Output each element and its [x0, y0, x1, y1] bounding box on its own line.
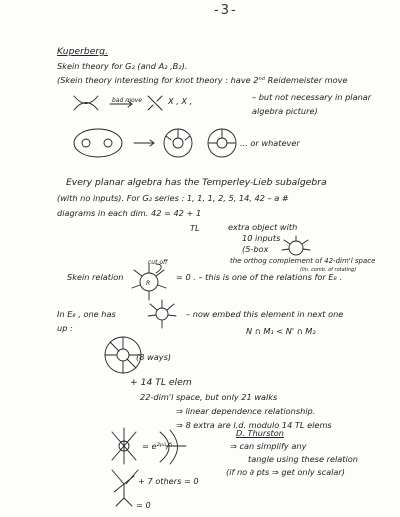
e8-element-diagram: [144, 300, 180, 328]
d-thurston-label: D. Thurston: [236, 428, 284, 438]
skein-relation-label: Skein relation: [67, 272, 124, 282]
eight-ways-label: (8 ways): [136, 352, 172, 362]
note-line: – but not necessary in planar: [252, 92, 372, 102]
note-line: tangle using these relation: [248, 454, 358, 464]
or-whatever-text: ... or whatever: [240, 138, 300, 148]
note-line: ⇒ 8 extra are l.d. modulo 14 TL elems: [176, 420, 332, 430]
note-line: ⇒ linear dependence relationship.: [176, 406, 316, 416]
note-line: extra object with: [228, 222, 298, 232]
note-line: up :: [57, 323, 73, 333]
note-line: Skein theory for G₂ (and A₂ ,B₂).: [57, 61, 188, 71]
note-line: Every planar algebra has the Temperley-Lieb subalgebra: [66, 177, 327, 188]
note-line: algebra picture): [252, 106, 318, 116]
note-line: (lin. comb. of rotating): [300, 267, 357, 273]
skein-relation-diagram: [126, 262, 172, 302]
note-line: the orthog complement of 42-dim'l space: [230, 257, 376, 265]
inclusion-statement: N ∩ M₁ < N' ∩ M₂: [246, 326, 316, 336]
note-line: – now embed this element in next one: [186, 309, 344, 319]
note-line: + 14 TL elem: [130, 377, 192, 388]
phase-equation: = e²ᵖⁱⁱ/⁵: [142, 441, 173, 451]
tl-label: TL: [190, 223, 200, 233]
cut-off-label: cut off: [148, 259, 168, 266]
skein-equation: = 0 . – this is one of the relations for E₈ .: [176, 272, 343, 282]
note-line: ⇒ can simplify any: [230, 441, 307, 451]
note-line: diagrams in each dim. 42 = 42 + 1: [57, 208, 202, 218]
section-heading: Kuperberg.: [57, 46, 108, 57]
planar-algebra-disks-diagram: [72, 126, 262, 160]
crossing-list: X , X ,: [168, 96, 193, 106]
page-number: -3-: [214, 3, 238, 18]
note-line: (5-box: [242, 244, 269, 254]
note-line: (with no inputs). For G₂ series : 1, 1, 1, 2, 5, 14, 42 – a #: [57, 193, 289, 203]
bad-move-label: bad move: [112, 97, 142, 104]
note-line: 22-dim'l space, but only 21 walks: [140, 392, 278, 402]
note-line: 10 inputs: [242, 233, 281, 243]
note-line: In E₈ , one has: [57, 309, 116, 319]
seven-others-equation: + 7 others = 0: [138, 476, 199, 486]
svg-text:R: R: [146, 280, 151, 287]
note-line: (Skein theory interesting for knot theory : have 2ⁿᵈ Reidemeister move: [57, 75, 348, 85]
zero-equation: = 0: [136, 500, 151, 510]
note-line: (if no ∂ pts ⇒ get only scalar): [226, 467, 345, 477]
